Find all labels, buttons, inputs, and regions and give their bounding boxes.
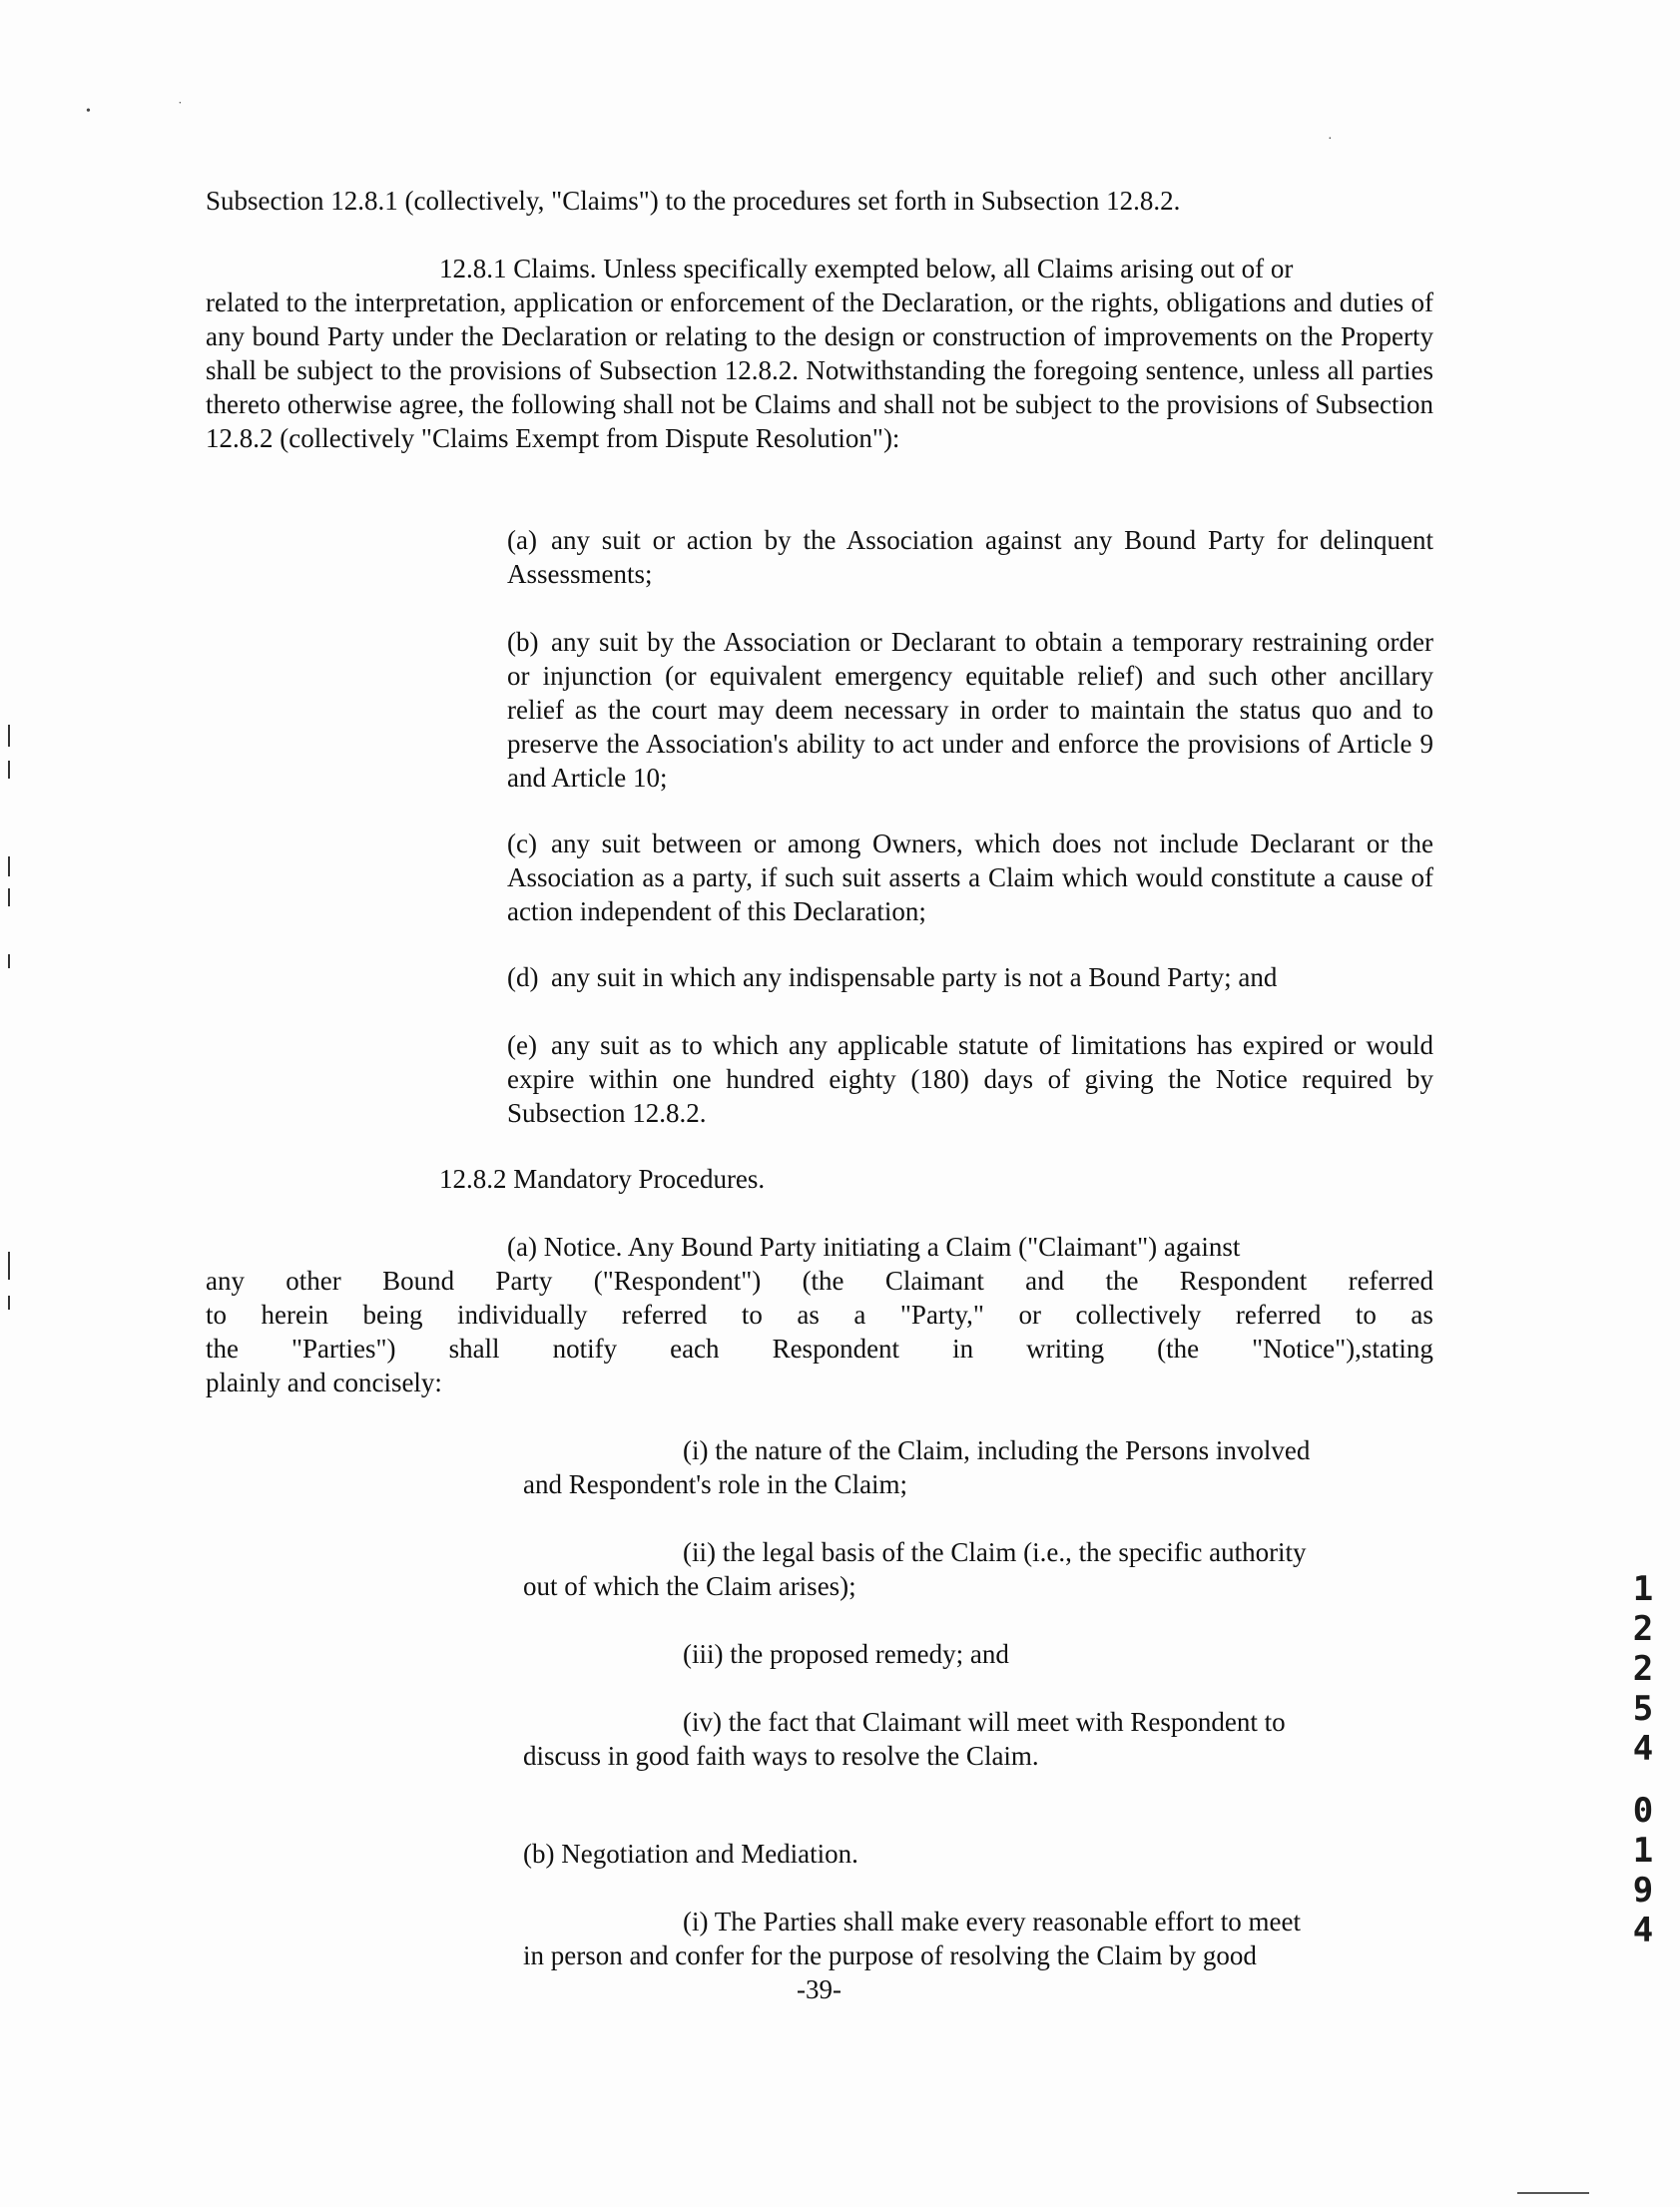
word: the — [206, 1334, 239, 1364]
stamp-digit: 5 — [1632, 1689, 1654, 1729]
exempt-item-label: (c) — [507, 828, 537, 858]
word: Respondent — [1179, 1266, 1308, 1296]
word: shall — [448, 1334, 500, 1364]
scan-speck: ˙ — [178, 100, 183, 115]
intro-line: Subsection 12.8.1 (collectively, "Claims") to the procedures set forth in Subsection 12.8.2. — [206, 186, 1181, 216]
margin-change-bar — [8, 761, 10, 779]
word: "Parties") — [291, 1334, 396, 1364]
word: as — [797, 1300, 820, 1330]
scan-speck: · — [1328, 132, 1333, 147]
recording-stamp — [1625, 1569, 1661, 1950]
notice-item-continuation: and Respondent's role in the Claim; — [523, 1469, 908, 1499]
stamp-digit: 1 — [1632, 1831, 1654, 1871]
exempt-item — [507, 1028, 1433, 1130]
scan-edge-mark — [1517, 2192, 1589, 2194]
negotiation-item-first-line: (i) The Parties shall make every reasonable effort to meet — [683, 1907, 1302, 1936]
word: (the — [1157, 1334, 1200, 1364]
word: "Party," — [899, 1300, 984, 1330]
word: individually — [456, 1300, 588, 1330]
exempt-item-text: any suit by the Association or Declarant to obtain a temporary restraining order or injunction (or equivalent emergency equitable relief) and such other ancillary relief as the court may deem necessary in order to maintain the status quo and to preserve the Association's ability to act under and enforce the provisions of Article 9 and Article 10; — [507, 627, 1433, 793]
exempt-item — [507, 960, 1433, 994]
word: "Notice"),stating — [1252, 1334, 1433, 1364]
notice-paragraph-first-line: (a) Notice. Any Bound Party initiating a Claim ("Claimant") against — [507, 1232, 1241, 1262]
exempt-item — [507, 523, 1433, 591]
word: referred — [1348, 1266, 1433, 1296]
exempt-item-label: (a) — [507, 525, 537, 555]
word: herein — [261, 1300, 328, 1330]
notice-paragraph-line — [206, 1264, 1433, 1298]
margin-change-bar — [8, 888, 10, 906]
word: in — [952, 1334, 974, 1364]
word: notify — [552, 1334, 618, 1364]
page-number: -39- — [797, 1974, 841, 2004]
exempt-item-text: any suit as to which any applicable statute of limitations has expired or would expire within one hundred eighty (180) days of giving the Notice required by Subsection 12.8.2. — [507, 1030, 1433, 1128]
word: a — [853, 1300, 866, 1330]
word: as — [1410, 1300, 1433, 1330]
word: to — [1355, 1300, 1377, 1330]
word: or — [1018, 1300, 1041, 1330]
notice-paragraph-last-line: plainly and concisely: — [206, 1368, 442, 1397]
exempt-item-text: any suit in which any indispensable party is not a Bound Party; and — [551, 962, 1278, 992]
word: other — [285, 1266, 341, 1296]
stamp-digit: 0 — [1632, 1791, 1654, 1831]
word: each — [670, 1334, 720, 1364]
negotiation-item-continuation: in person and confer for the purpose of resolving the Claim by good — [523, 1940, 1257, 1970]
word: Claimant — [884, 1266, 984, 1296]
claims-paragraph-body: related to the interpretation, application or enforcement of the Declaration, or the rights, obligations and duties of any bound Party under the Declaration or relating to the design or construction of improvements on the Property shall be subject to the provisions of Subsection 12.8.2. Notwithstanding the foregoing sentence, unless all parties thereto otherwise agree, the following shall not be Claims and shall not be subject to the provisions of Subsection 12.8.2 (collectively "Claims Exempt from Dispute Resolution"): — [206, 287, 1433, 453]
notice-item-first-line: (ii) the legal basis of the Claim (i.e., the specific authority — [683, 1537, 1307, 1567]
stamp-digit: 4 — [1632, 1911, 1654, 1950]
notice-item-first-line: (iv) the fact that Claimant will meet with Respondent to — [683, 1707, 1286, 1737]
notice-item-continuation: discuss in good faith ways to resolve the Claim. — [523, 1741, 1039, 1771]
word: collectively — [1075, 1300, 1202, 1330]
notice-item-continuation: out of which the Claim arises); — [523, 1571, 856, 1601]
negotiation-heading: (b) Negotiation and Mediation. — [523, 1839, 858, 1869]
margin-change-bar — [8, 856, 10, 876]
word: Respondent — [772, 1334, 900, 1364]
notice-paragraph-line — [206, 1298, 1433, 1332]
word: Party — [495, 1266, 553, 1296]
margin-change-bar — [8, 954, 10, 968]
stamp-digit: 2 — [1632, 1609, 1654, 1649]
stamp-digit: 1 — [1632, 1569, 1654, 1609]
exempt-item-label: (e) — [507, 1030, 537, 1060]
margin-change-bar — [8, 1296, 10, 1310]
stamp-digit: 2 — [1632, 1649, 1654, 1689]
word: referred — [621, 1300, 708, 1330]
word: to — [741, 1300, 763, 1330]
exempt-item-label: (b) — [507, 627, 539, 657]
margin-change-bar — [8, 1252, 10, 1280]
word: being — [362, 1300, 423, 1330]
word: any — [206, 1266, 245, 1296]
word: the — [1105, 1266, 1139, 1296]
exempt-item — [507, 625, 1433, 795]
exempt-item-label: (d) — [507, 962, 539, 992]
mandatory-procedures-heading: 12.8.2 Mandatory Procedures. — [439, 1164, 766, 1194]
word: to — [206, 1300, 228, 1330]
notice-item-first-line: (i) the nature of the Claim, including the Persons involved — [683, 1435, 1311, 1465]
word: ("Respondent") — [593, 1266, 762, 1296]
notice-item-first-line: (iii) the proposed remedy; and — [683, 1639, 1009, 1669]
stamp-digit: 4 — [1632, 1729, 1654, 1769]
word: and — [1025, 1266, 1065, 1296]
exempt-item-text: any suit or action by the Association against any Bound Party for delinquent Assessments; — [507, 525, 1433, 589]
exempt-item — [507, 827, 1433, 928]
word: (the — [802, 1266, 844, 1296]
claims-paragraph-first-line: 12.8.1 Claims. Unless specifically exempted below, all Claims arising out of or — [439, 254, 1294, 283]
word: referred — [1235, 1300, 1322, 1330]
word: Bound — [382, 1266, 455, 1296]
exempt-item-text: any suit between or among Owners, which does not include Declarant or the Association as a party, if such suit asserts a Claim which would constitute a cause of action independent of this Declaration; — [507, 828, 1433, 926]
stamp-digit: 9 — [1632, 1871, 1654, 1911]
margin-change-bar — [8, 725, 10, 747]
scan-speck: • — [86, 104, 91, 119]
word: writing — [1026, 1334, 1105, 1364]
notice-paragraph-line — [206, 1332, 1433, 1366]
